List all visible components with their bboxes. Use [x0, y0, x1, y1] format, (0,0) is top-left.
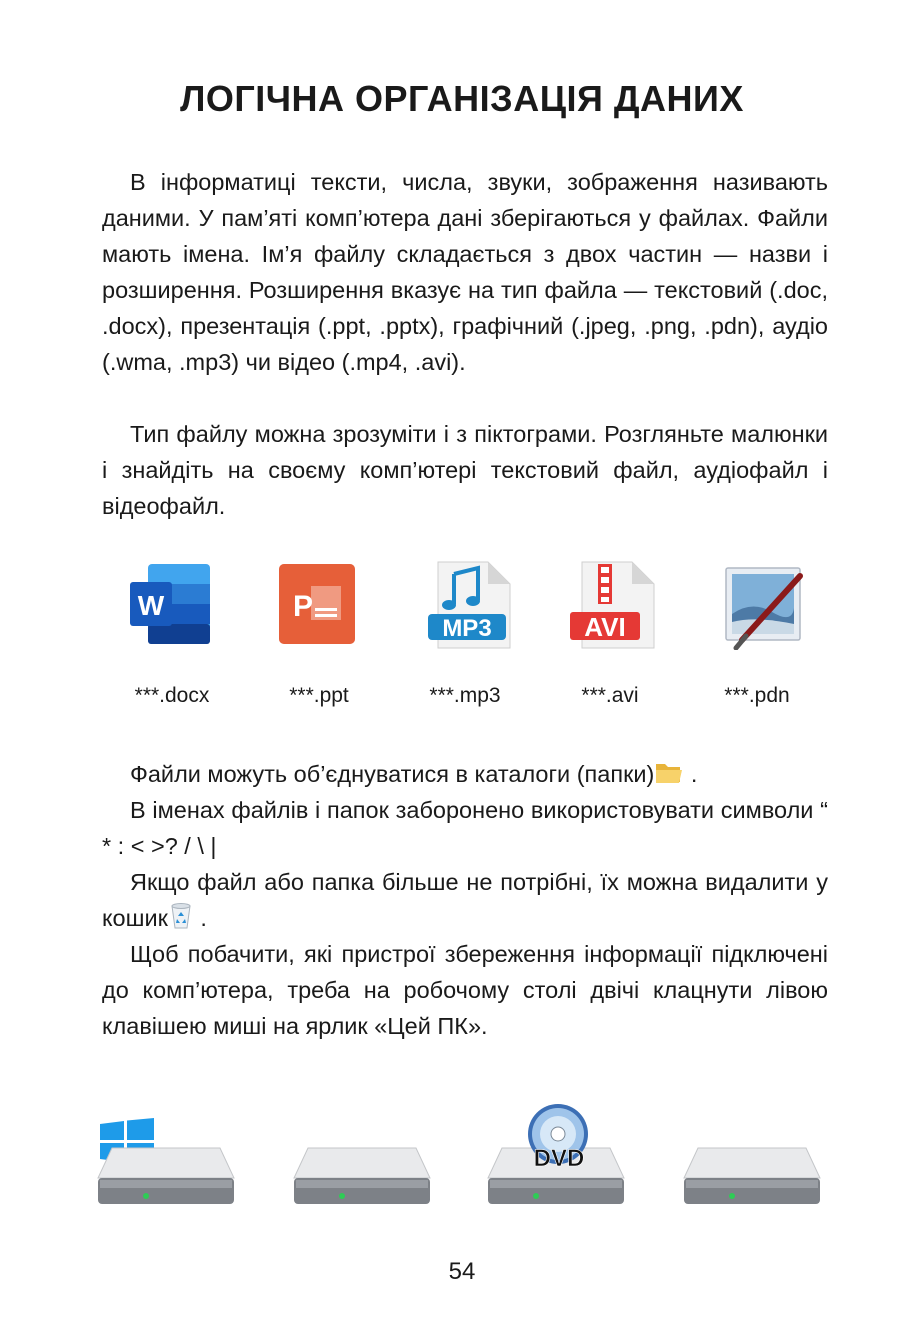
paragraph-this-pc — [102, 936, 828, 1044]
svg-text:P: P — [292, 590, 314, 623]
avi-file-icon — [568, 560, 658, 650]
paragraph-data-files — [102, 164, 828, 380]
extension-label-pdn: ***.pdn — [724, 684, 790, 707]
mp3-file-icon — [424, 560, 514, 650]
recycle-bin-icon — [168, 902, 194, 930]
hard-drive-icon — [96, 1140, 236, 1210]
folder-icon — [654, 760, 684, 786]
extension-label-avi: ***.avi — [581, 684, 639, 707]
page-title: ЛОГІЧНА ОРГАНІЗАЦІЯ ДАНИХ — [180, 78, 744, 119]
drives-row — [0, 1100, 924, 1220]
powerpoint-icon — [275, 560, 365, 650]
paragraph-text: В іменах файлів і папок заборонено використовувати символи “ * : < >? / \ | — [102, 797, 828, 859]
paragraph-text: В інформатиці тексти, числа, звуки, зображення називають даними. У пам’яті комп’ютера дані зберігаються у файлах. Файли мають імена. Ім’я файлу складається з двох частин — назви і розширення. Розширення вказує на тип файла — текстовий (.doc, .docx), презентація (.ppt, .pptx), графічний (.jpeg, .png, .pdn), аудіо (.wma, .mp3) чи відео (.mp4, .avi). — [102, 169, 828, 375]
paragraph-forbidden-symbols — [102, 792, 828, 864]
extension-label-ppt: ***.ppt — [289, 684, 349, 707]
paragraph-text: Тип файлу можна зрозуміти і з піктограми. Розгляньте малюнки і знайдіть на своєму комп’ютері текстовий файл, аудіофайл і відеофайл. — [102, 421, 828, 519]
paragraph-icons — [102, 416, 828, 524]
paragraph-text: Якщо файл або папка більше не потрібні, їх можна видалити у кошик — [102, 869, 828, 931]
paragraph-folders: Файли можуть об’єднуватися в каталоги (папки) . — [130, 761, 698, 787]
hard-drive-icon — [682, 1140, 822, 1210]
svg-text:AVI: AVI — [584, 612, 626, 642]
paragraph-recycle-bin: Якщо файл або папка більше не потрібні, їх можна видалити у кошик . — [102, 869, 828, 931]
file-icons-row — [0, 560, 924, 660]
svg-text:DVD: DVD — [533, 1145, 585, 1172]
dvd-disc-icon — [520, 1102, 598, 1176]
hard-drive-icon — [292, 1140, 432, 1210]
svg-text:MP3: MP3 — [442, 615, 492, 642]
svg-text:W: W — [137, 590, 165, 621]
paragraph-text: Щоб побачити, які пристрої збереження інформації підключені до комп’ютера, треба на робочому столі двічі клацнути лівою клавішею миші на ярлик «Цей ПК». — [102, 941, 828, 1039]
extension-label-mp3: ***.mp3 — [429, 684, 501, 707]
word-icon — [126, 560, 216, 650]
paint-image-icon — [716, 560, 806, 650]
paragraph-text: Файли можуть об’єднуватися в каталоги (папки) — [130, 761, 655, 787]
page-number: 54 — [448, 1258, 476, 1285]
extension-label-docx: ***.docx — [134, 684, 210, 707]
